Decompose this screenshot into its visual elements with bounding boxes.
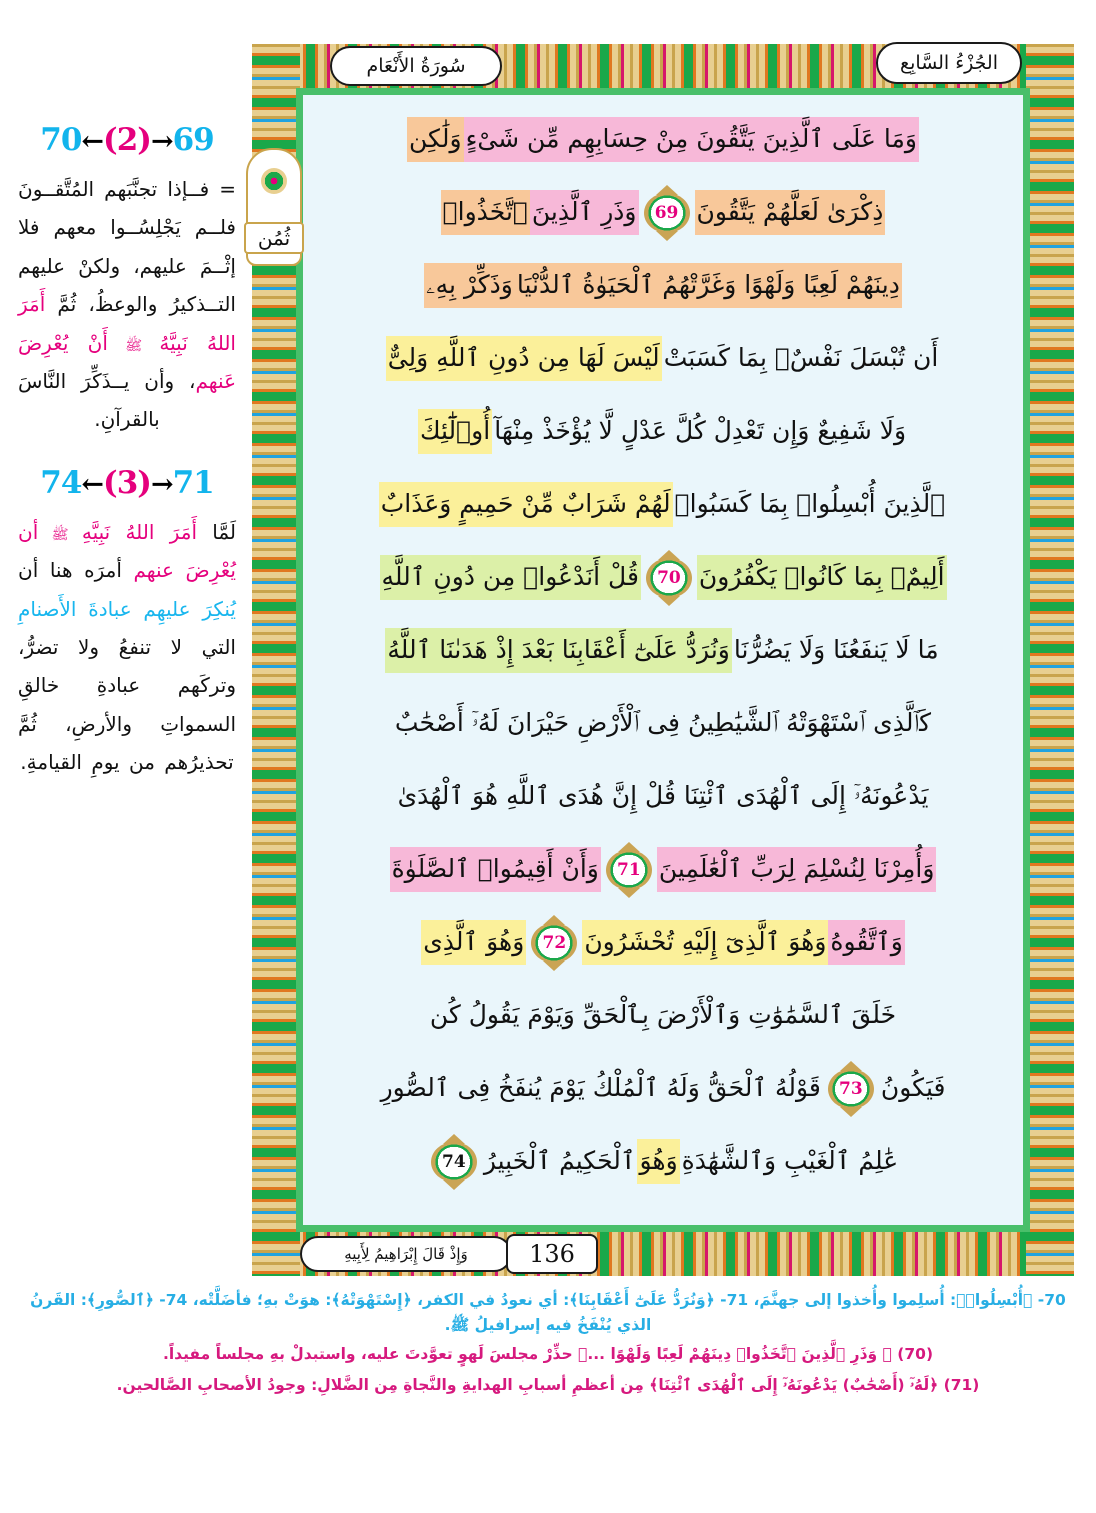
range-right-2: 69 — [172, 122, 214, 158]
quran-text-segment: أُو۟لَٰٓئِكَ — [418, 409, 492, 453]
quran-text-segment: ٱتَّخَذُوا۟ — [441, 190, 530, 234]
tafsir-span-2: ﷺ — [38, 526, 82, 543]
arrow-right-2: → — [150, 126, 173, 157]
quran-text-segment: وَٱتَّقُوهُ — [828, 920, 904, 964]
tafsir-span-0: لَمَّا — [197, 519, 236, 544]
quran-line — [311, 979, 1015, 1052]
arrow-right-3: → — [150, 468, 173, 500]
surah-name-cartouche: سُورَةُ الأَنْعَام — [330, 46, 502, 86]
tafsir-span-6: التي لا تنفعُ ولا تضرُّ، وتركَهم عبادةِ خالقِ السمواتِ والأرضِ، ثُمَّ تحذيرُهم من يومِ القيامةِ. — [18, 634, 236, 775]
catchword-cartouche: وَإِذْ قَالَ إِبْرَاهِيمُ لِأَبِيهِ — [300, 1236, 512, 1272]
juz-name-cartouche: الجُزْءُ السَّابِع — [876, 42, 1022, 84]
thumn-marker — [246, 148, 302, 266]
group-label-3: (3) — [103, 464, 151, 501]
border-right-ornament — [1026, 44, 1074, 1276]
quran-text-lines — [303, 95, 1023, 1225]
quran-text-segment: ٱلْحَكِيمُ ٱلْخَبِيرُ — [483, 1146, 636, 1176]
quran-text-segment: لَيْسَ لَهَا مِن دُونِ ٱللَّهِ وَلِىٌّ — [386, 336, 662, 380]
ayah-number-marker: 73 — [828, 1069, 874, 1109]
green-rule-bottom — [296, 1225, 1030, 1232]
tafsir-span-5: يُنكِرَ عليهِم عبادةَ الأَصنامِ — [18, 596, 236, 621]
quran-text-segment: لَهُمْ شَرَابٌ مِّنْ حَمِيمٍ وَعَذَابٌ — [379, 482, 673, 526]
tafsir-span-1: أَمَرَ اللهُ نَبِيَّهِ — [81, 519, 197, 544]
footnote-guidance-line: (70) ﴿ وَذَرِ ٱلَّذِينَ ٱتَّخَذُوا۟ دِينَهُمْ لَعِبًا وَلَهْوًا ...﴾ حذِّرْ مجلسَ لَهوٍ تعوَّدتَ عليه، واستبدلْ بهِ مجلساً مفيداً. — [162, 1345, 934, 1364]
quran-text-segment: وَنُرَدُّ عَلَىٰٓ أَعْقَابِنَا بَعْدَ إِذْ هَدَىٰنَا ٱللَّهُ — [385, 628, 732, 672]
quran-text-segment: أَلِيمٌۢ بِمَا كَانُوا۟ يَكْفُرُونَ — [697, 555, 947, 599]
quran-line — [311, 103, 1015, 176]
thumn-label: ثُمُن — [244, 222, 304, 254]
footnote-guidance-line: (71) ﴿لَهُۥٓ (أَصْحَٰبٌ) يَدْعُونَهُۥٓ إِلَى ٱلْهُدَى ٱئْتِنَا﴾ مِن أعظمِ أسبابِ الهدايةِ والنَّجاةِ مِن الضَّلالِ: وجودُ الأصحابِ الصَّالحين. — [116, 1375, 980, 1394]
quran-line — [311, 176, 1015, 249]
quran-line — [311, 614, 1015, 687]
tafsir-span-3: أن يُعْرِضَ عنهم — [18, 519, 236, 583]
quran-line — [311, 833, 1015, 906]
quran-line — [311, 760, 1015, 833]
footnote-lexical — [22, 1288, 1074, 1338]
footnote-lexical-line: الذي يُنْفَخُ فيه إسرافيلُ ﷺ. — [444, 1316, 652, 1335]
quran-line — [311, 322, 1015, 395]
quran-text-segment: وَأَنْ أَقِيمُوا۟ ٱلصَّلَوٰةَ — [390, 847, 601, 891]
ayah-number-marker: 70 — [646, 558, 692, 598]
verse-range-group-2 — [18, 122, 236, 158]
flower-icon — [261, 168, 287, 194]
ayah-number-marker: 69 — [644, 193, 690, 233]
quran-line — [311, 249, 1015, 322]
quran-text-segment: وَهُوَ ٱلَّذِى — [421, 920, 526, 964]
quran-text-segment: فَيَكُونُ — [880, 1073, 946, 1103]
quran-text-segment: مَا لَا يَنفَعُنَا وَلَا يَضُرُّنَا — [733, 635, 939, 665]
quran-line — [311, 541, 1015, 614]
quran-text-segment: وَذَكِّرْ بِهِۦ — [424, 263, 515, 307]
quran-text-segment: قَوْلُهُ ٱلْحَقُّ وَلَهُ ٱلْمُلْكُ يَوْمَ يُنفَخُ فِى ٱلصُّورِ — [380, 1073, 821, 1103]
tafsir-span-0: = فــإذا تجنَّبَهم المُتَّقــونَ فلــم يَجْلِسُــوا معهم فلا إثْــمَ عليهم، ولكنْ عليهم التــذكيرُ والوعظُ، ثُمَّ — [18, 177, 236, 317]
quran-text-segment: يَدْعُونَهُۥٓ إِلَى ٱلْهُدَى ٱئْتِنَا قُلْ إِنَّ هُدَى ٱللَّهِ هُوَ ٱلْهُدَىٰ — [397, 781, 929, 811]
quran-text-segment: ذِكْرَىٰ لَعَلَّهُمْ يَتَّقُونَ — [695, 190, 886, 234]
quran-text-segment: وَذَرِ ٱلَّذِينَ — [530, 190, 639, 234]
green-rule-right — [1023, 88, 1030, 1232]
tafsir-span-1: أَمَرَ اللهُ نَبِيَّهُ — [18, 292, 236, 355]
quran-line — [311, 1052, 1015, 1125]
ornamental-frame — [252, 44, 1074, 1276]
quran-text-segment: ٱلَّذِينَ أُبْسِلُوا۟ بِمَا كَسَبُوا۟ — [674, 489, 946, 519]
ayah-number-marker: 72 — [531, 923, 577, 963]
quran-line — [311, 687, 1015, 760]
quran-text-segment: وَلَٰكِن — [407, 117, 464, 161]
arrow-left-2: ← — [81, 126, 104, 157]
ayah-number-marker: 74 — [431, 1142, 477, 1182]
quran-text-segment: وَهُوَ — [637, 1139, 679, 1183]
quran-text-segment: وَأُمِرْنَا لِنُسْلِمَ لِرَبِّ ٱلْعَٰلَمِينَ — [657, 847, 937, 891]
tafsir-note-group-3 — [18, 513, 236, 782]
arrow-left-3: ← — [81, 468, 104, 500]
tafsir-span-3: أَنْ يُعْرِضَ عَنهم — [18, 330, 236, 393]
quran-line — [311, 468, 1015, 541]
tafsir-span-2: ﷺ — [107, 337, 160, 354]
quran-text-segment: وَهُوَ ٱلَّذِىٓ إِلَيْهِ تُحْشَرُونَ — [582, 920, 828, 964]
quran-text-segment: أَن تُبْسَلَ نَفْسٌۢ بِمَا كَسَبَتْ — [663, 343, 939, 373]
page-number-cartouche: 136 — [506, 1234, 598, 1274]
quran-text-segment: دِينَهُمْ لَعِبًا وَلَهْوًا وَغَرَّتْهُمُ ٱلْحَيَوٰةُ ٱلدُّنْيَا — [515, 263, 902, 307]
quran-text-segment: خَلَقَ ٱلسَّمَٰوَٰتِ وَٱلْأَرْضَ بِٱلْحَقِّ وَيَوْمَ يَقُولُ كُن — [429, 1000, 897, 1030]
tafsir-span-4: ، وأن يــذَكِّرَ النَّاسَ بالقرآنِ. — [18, 368, 196, 432]
footnote-lexical-line: 70- ﴿أُبْسِلُوا۟﴾: أُسلِموا وأُخذوا إلى جهنَّمَ، 71- ﴿وَنُرَدُّ عَلَىٰٓ أَعْقَابِنَا﴾: أي نعودُ في الكفر، ﴿إِسْتَهْوَتْهُ﴾: هوَتْ بهِ؛ فأضَلَّتْه، 74- ﴿ٱلصُّورِ﴾: القَرنُ — [30, 1291, 1066, 1309]
ayah-number-marker: 71 — [606, 850, 652, 890]
footnotes — [22, 1288, 1074, 1399]
tafsir-span-4: أمرَه هنا أن — [18, 558, 134, 583]
tafsir-sidebar — [18, 122, 236, 1272]
quran-text-segment: كَٱلَّذِى ٱسْتَهْوَتْهُ ٱلشَّيَٰطِينُ فِى ٱلْأَرْضِ حَيْرَانَ لَهُۥٓ أَصْحَٰبٌ — [394, 708, 932, 738]
quran-line — [311, 1125, 1015, 1198]
verse-range-group-3 — [18, 465, 236, 501]
group-label-2: (2) — [103, 122, 151, 158]
footnote-guidance — [22, 1341, 1074, 1399]
range-left-2: 70 — [40, 122, 82, 158]
quran-line — [311, 395, 1015, 468]
quran-text-segment: وَمَا عَلَى ٱلَّذِينَ يَتَّقُونَ مِنْ حِسَابِهِم مِّن شَىْءٍ — [464, 117, 919, 161]
quran-text-segment: قُلْ أَنَدْعُوا۟ مِن دُونِ ٱللَّهِ — [380, 555, 641, 599]
quran-text-segment: عَٰلِمُ ٱلْغَيْبِ وَٱلشَّهَٰدَةِ — [681, 1146, 899, 1176]
green-rule-top — [296, 88, 1030, 95]
tafsir-note-group-2 — [18, 170, 236, 439]
range-left-3: 74 — [40, 464, 82, 501]
quran-text-segment: وَلَا شَفِيعٌ وَإِن تَعْدِلْ كُلَّ عَدْلٍ لَّا يُؤْخَذْ مِنْهَآ — [494, 416, 907, 446]
range-right-3: 71 — [172, 464, 214, 501]
quran-line — [311, 906, 1015, 979]
